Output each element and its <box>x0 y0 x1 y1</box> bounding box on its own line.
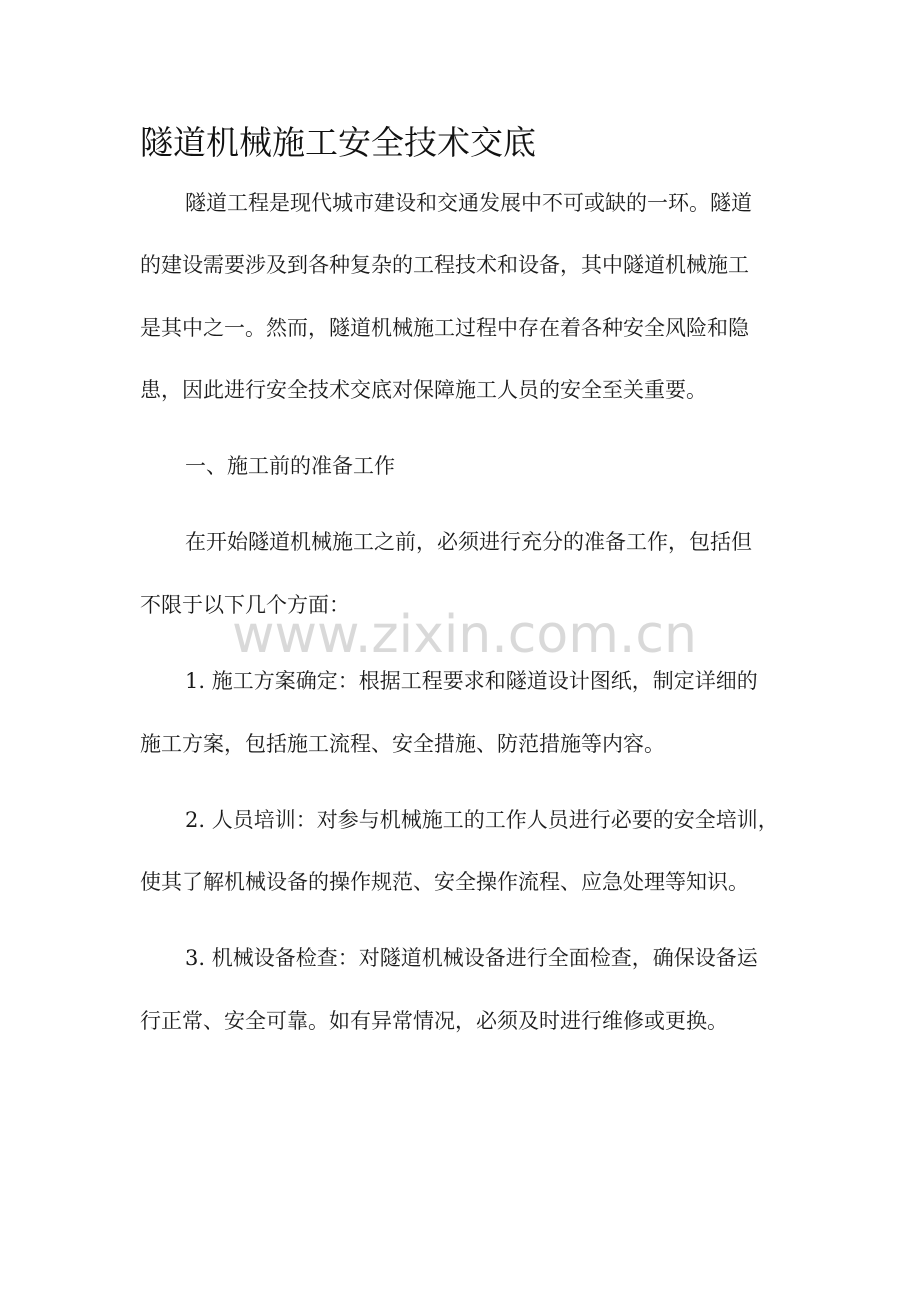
list-item-1-line-1: 1. 施工方案确定：根据工程要求和隧道设计图纸，制定详细的 <box>185 669 758 693</box>
section-heading-preparation: 一、施工前的准备工作 <box>185 454 395 478</box>
paragraph-intro-line-2: 的建设需要涉及到各种复杂的工程技术和设备，其中隧道机械施工 <box>140 253 749 277</box>
list-item-2-line-1: 2. 人员培训：对参与机械施工的工作人员进行必要的安全培训， <box>185 808 779 832</box>
list-item-3-line-1: 3. 机械设备检查：对隧道机械设备进行全面检查，确保设备运 <box>185 946 758 970</box>
paragraph-intro-line-1: 隧道工程是现代城市建设和交通发展中不可或缺的一环。隧道 <box>185 191 752 215</box>
list-item-2-line-2: 使其了解机械设备的操作规范、安全操作流程、应急处理等知识。 <box>140 870 749 894</box>
paragraph-intro-line-4: 患，因此进行安全技术交底对保障施工人员的安全至关重要。 <box>140 378 707 402</box>
paragraph-preparation-line-1: 在开始隧道机械施工之前，必须进行充分的准备工作，包括但 <box>185 530 752 554</box>
document-title: 隧道机械施工安全技术交底 <box>140 123 536 162</box>
site-watermark: www.zixin.com.cn <box>232 605 697 665</box>
paragraph-intro-line-3: 是其中之一。然而，隧道机械施工过程中存在着各种安全风险和隐 <box>140 316 749 340</box>
list-item-3-line-2: 行正常、安全可靠。如有异常情况，必须及时进行维修或更换。 <box>140 1009 728 1033</box>
paragraph-preparation-line-2: 不限于以下几个方面： <box>140 593 350 617</box>
list-item-1-line-2: 施工方案，包括施工流程、安全措施、防范措施等内容。 <box>140 732 665 756</box>
